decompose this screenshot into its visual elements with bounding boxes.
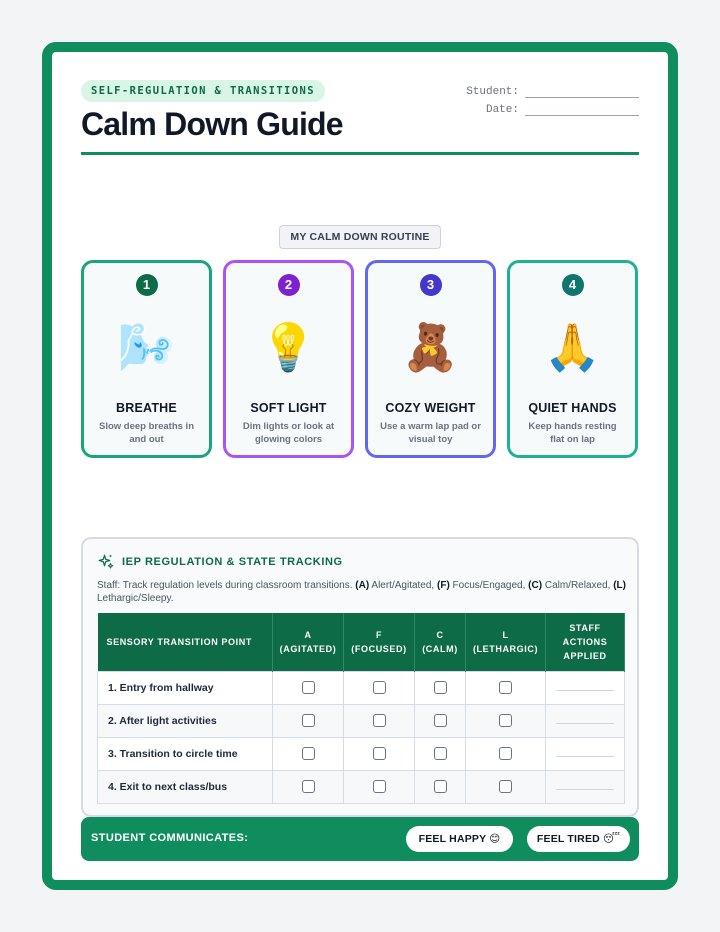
cell-focused bbox=[344, 704, 415, 737]
student-field[interactable] bbox=[525, 88, 639, 98]
feel-happy-button[interactable]: FEEL HAPPY 😊 bbox=[406, 826, 513, 852]
wind-face-icon: 🌬️ bbox=[117, 321, 176, 373]
category-pill: SELF-REGULATION & TRANSITIONS bbox=[81, 80, 325, 102]
tracking-table bbox=[97, 613, 625, 804]
routine-card-quiet-hands bbox=[507, 260, 638, 458]
table-row bbox=[98, 737, 625, 770]
checkbox[interactable] bbox=[302, 747, 315, 760]
col-header-calm bbox=[415, 613, 466, 671]
card-title: COZY WEIGHT bbox=[385, 401, 476, 415]
col-header-point: SENSORY TRANSITION POINT bbox=[98, 613, 273, 671]
checkbox[interactable] bbox=[373, 714, 386, 727]
transition-point: 2. After light activities bbox=[98, 704, 273, 737]
step-number: 1 bbox=[136, 274, 158, 296]
col-header-agitated bbox=[273, 613, 344, 671]
cell-focused bbox=[344, 737, 415, 770]
staff-action-field[interactable] bbox=[556, 780, 614, 790]
tracking-instructions bbox=[97, 580, 627, 605]
tracking-header bbox=[97, 553, 343, 571]
instructions-text: Staff: Track regulation levels during classroom transitions. bbox=[97, 580, 356, 591]
routine-card-cozy-weight bbox=[365, 260, 496, 458]
cell-lethargic bbox=[466, 704, 546, 737]
routine-card-breathe bbox=[81, 260, 212, 458]
staff-action-field[interactable] bbox=[556, 681, 614, 691]
checkbox[interactable] bbox=[434, 714, 447, 727]
transition-point: 3. Transition to circle time bbox=[98, 737, 273, 770]
teddy-bear-icon: 🧸 bbox=[401, 321, 460, 373]
cell-calm bbox=[415, 770, 466, 803]
communicate-label: STUDENT COMMUNICATES: bbox=[91, 832, 249, 844]
card-description: Dim lights or look at glowing colors bbox=[242, 421, 335, 445]
student-info bbox=[439, 80, 639, 116]
staff-action-field[interactable] bbox=[556, 747, 614, 757]
legend-text: Lethargic/Sleepy. bbox=[97, 592, 174, 604]
checkbox[interactable] bbox=[302, 714, 315, 727]
cell-staff bbox=[546, 704, 625, 737]
worksheet-content bbox=[81, 80, 639, 845]
checkbox[interactable] bbox=[373, 780, 386, 793]
cell-staff bbox=[546, 737, 625, 770]
cell-calm bbox=[415, 704, 466, 737]
table-row bbox=[98, 770, 625, 803]
cell-staff bbox=[546, 770, 625, 803]
step-number: 2 bbox=[278, 274, 300, 296]
folded-hands-icon: 🙏 bbox=[543, 321, 602, 373]
card-title: QUIET HANDS bbox=[528, 401, 617, 415]
col-sub: (LETHARGIC) bbox=[472, 643, 539, 654]
tracking-panel bbox=[81, 537, 639, 817]
col-key: A bbox=[304, 629, 312, 640]
student-label: Student: bbox=[466, 86, 519, 98]
date-label: Date: bbox=[485, 104, 519, 116]
cell-agitated bbox=[273, 737, 344, 770]
table-row bbox=[98, 704, 625, 737]
transition-point: 4. Exit to next class/bus bbox=[98, 770, 273, 803]
table-row bbox=[98, 671, 625, 704]
col-sub: STAFF bbox=[569, 622, 601, 633]
cell-focused bbox=[344, 770, 415, 803]
feel-tired-button[interactable]: FEEL TIRED 😴 bbox=[527, 826, 630, 852]
cell-agitated bbox=[273, 770, 344, 803]
card-title: SOFT LIGHT bbox=[250, 401, 327, 415]
legend-text: Alert/Agitated, bbox=[369, 580, 437, 591]
table-header-row bbox=[98, 613, 625, 671]
card-description: Slow deep breaths in and out bbox=[98, 421, 195, 445]
communication-bar bbox=[81, 817, 639, 861]
step-number: 3 bbox=[420, 274, 442, 296]
checkbox[interactable] bbox=[499, 780, 512, 793]
routine-label: MY CALM DOWN ROUTINE bbox=[279, 225, 441, 249]
col-sub: ACTIONS bbox=[562, 636, 608, 647]
checkbox[interactable] bbox=[499, 714, 512, 727]
card-title: BREATHE bbox=[116, 401, 177, 415]
checkbox[interactable] bbox=[302, 780, 315, 793]
sparkle-icon bbox=[97, 553, 115, 571]
cell-lethargic bbox=[466, 737, 546, 770]
legend-key: (C) bbox=[528, 580, 543, 591]
lightbulb-icon: 💡 bbox=[259, 321, 318, 373]
cell-lethargic bbox=[466, 671, 546, 704]
checkbox[interactable] bbox=[373, 681, 386, 694]
checkbox[interactable] bbox=[302, 681, 315, 694]
col-header-staff bbox=[546, 613, 625, 671]
col-sub: APPLIED bbox=[563, 650, 607, 661]
legend-key: (F) bbox=[437, 580, 450, 591]
checkbox[interactable] bbox=[373, 747, 386, 760]
cell-agitated bbox=[273, 671, 344, 704]
legend-text: Focus/Engaged, bbox=[449, 580, 529, 591]
checkbox[interactable] bbox=[434, 747, 447, 760]
legend-key: (A) bbox=[355, 580, 370, 591]
checkbox[interactable] bbox=[434, 681, 447, 694]
cell-agitated bbox=[273, 704, 344, 737]
col-key: F bbox=[375, 629, 383, 640]
col-header-focused bbox=[344, 613, 415, 671]
routine-cards bbox=[81, 260, 639, 458]
checkbox[interactable] bbox=[434, 780, 447, 793]
checkbox[interactable] bbox=[499, 681, 512, 694]
header-divider bbox=[81, 152, 639, 155]
step-number: 4 bbox=[562, 274, 584, 296]
card-description: Use a warm lap pad or visual toy bbox=[380, 421, 481, 445]
cell-staff bbox=[546, 671, 625, 704]
date-line bbox=[439, 98, 639, 116]
col-sub: (AGITATED) bbox=[279, 643, 337, 654]
legend-text: Calm/Relaxed, bbox=[542, 580, 614, 591]
worksheet-frame bbox=[42, 42, 678, 890]
staff-action-field[interactable] bbox=[556, 714, 614, 724]
cell-calm bbox=[415, 671, 466, 704]
tracking-title: IEP REGULATION & STATE TRACKING bbox=[122, 556, 343, 568]
cell-lethargic bbox=[466, 770, 546, 803]
col-header-lethargic bbox=[466, 613, 546, 671]
col-key: C bbox=[436, 629, 444, 640]
col-key: L bbox=[502, 629, 509, 640]
date-field[interactable] bbox=[525, 106, 639, 116]
checkbox[interactable] bbox=[499, 747, 512, 760]
cell-focused bbox=[344, 671, 415, 704]
card-description: Keep hands resting flat on lap bbox=[528, 421, 617, 445]
col-sub: (FOCUSED) bbox=[351, 643, 407, 654]
col-sub: (CALM) bbox=[422, 643, 458, 654]
page-title: Calm Down Guide bbox=[81, 106, 343, 142]
legend-key: (L) bbox=[613, 580, 626, 591]
cell-calm bbox=[415, 737, 466, 770]
routine-card-soft-light bbox=[223, 260, 354, 458]
transition-point: 1. Entry from hallway bbox=[98, 671, 273, 704]
student-line bbox=[439, 80, 639, 98]
